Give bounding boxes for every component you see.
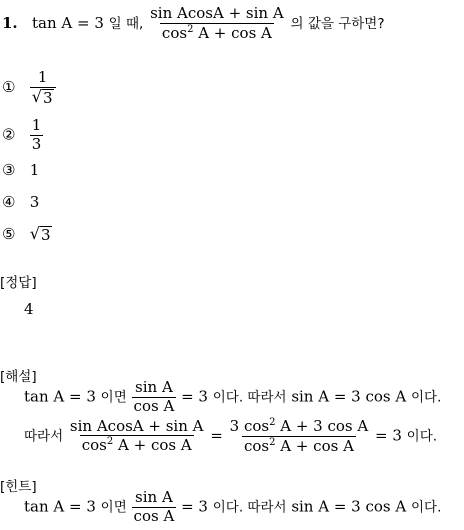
explanation-fraction-1: $\frac{\text{sin AcosA + sin A}}{\cos^2 A + \cos A}$ xyxy=(69,416,204,455)
explanation-label: [해설] xyxy=(0,369,37,385)
choice-4-value: 3 xyxy=(29,193,40,211)
choice-marker: ① xyxy=(2,78,16,97)
choice-4[interactable] xyxy=(2,193,39,211)
explanation-line-1: tan A = 3 이면 $\frac{\text{sin A}}{\text{cos A}}$ = 3 이다. 따라서 sin A = 3 cos A 이다. xyxy=(24,378,442,415)
choice-1-fraction: 1 √ 3 xyxy=(30,70,56,106)
choice-marker: ② xyxy=(2,125,16,144)
question-line xyxy=(2,6,384,42)
question-prompt: 의 값을 구하면? xyxy=(290,15,385,32)
choice-3-value: 1 xyxy=(29,161,40,179)
question-fraction xyxy=(148,6,286,42)
choice-2[interactable] xyxy=(2,118,43,153)
choice-1[interactable] xyxy=(2,70,56,106)
choice-5-sqrt: √ 3 xyxy=(29,224,51,244)
choice-3[interactable] xyxy=(2,161,39,179)
fraction-numerator: sin AcosA + sin A xyxy=(150,4,284,22)
explanation-line-2: 따라서 $\frac{\text{sin AcosA + sin A}}{\cos^2 A + \cos A}$ = $\frac{3 \cos^2 A + 3 \cos A}{\cos^2 A + \cos A}$ = 3 이다. xyxy=(24,416,438,455)
fraction-denominator: $\cos^2 A + \cos A$ xyxy=(161,23,272,42)
explanation-fraction: $\frac{\text{sin A}}{\text{cos A}}$ xyxy=(133,378,175,415)
choice-marker: ⑤ xyxy=(2,225,16,243)
choice-2-fraction: $\frac{1}{3}$ xyxy=(31,116,42,153)
choice-marker: ③ xyxy=(2,161,16,179)
explanation-fraction-2: $\frac{3 \cos^2 A + 3 \cos A}{\cos^2 A + \cos A}$ xyxy=(229,417,369,455)
hint-fraction: $\frac{\text{sin A}}{\text{cos A}}$ xyxy=(133,488,175,525)
choice-marker: ④ xyxy=(2,193,16,211)
question-connector: 일 때, xyxy=(108,15,144,32)
question-condition: tan A = 3 xyxy=(31,13,104,32)
choice-5[interactable] xyxy=(2,224,52,243)
hint-line: tan A = 3 이면 $\frac{\text{sin A}}{\text{cos A}}$ = 3 이다. 따라서 sin A = 3 cos A 이다. xyxy=(24,488,442,525)
hint-label: [힌트] xyxy=(0,479,37,495)
question-number: 1. xyxy=(2,13,18,32)
answer-label: [정답] xyxy=(0,275,37,291)
answer-value: 4 xyxy=(24,300,34,318)
